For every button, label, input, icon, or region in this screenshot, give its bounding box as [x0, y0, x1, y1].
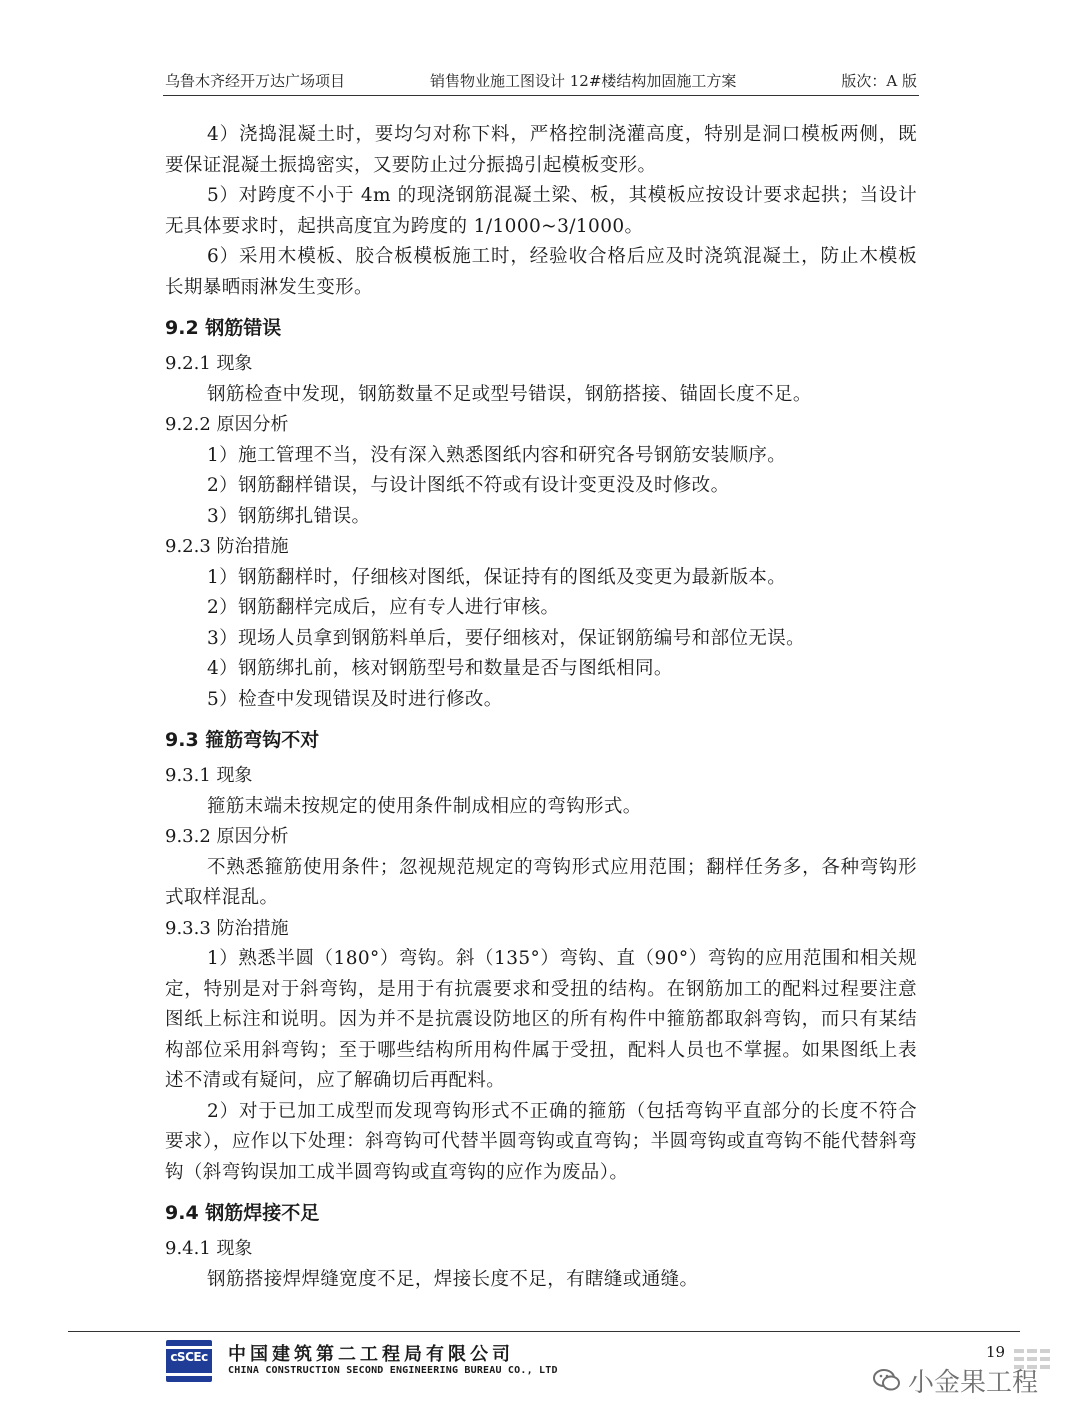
page-number: 19	[986, 1343, 1006, 1361]
subsection-heading: 9.2.1 现象	[165, 353, 253, 374]
paragraph: 2）对于已加工成型而发现弯钩形式不正确的箍筋（包括弯钩平直部分的长度不符合要求），应作以下处理：斜弯钩可代替半圆弯钩或直弯钩；半圆弯钩或直弯钩不能代替斜弯钩（斜弯钩误加工成半圆弯钩或直弯钩的应作为废品）。	[165, 1100, 917, 1183]
header-rule	[163, 95, 919, 96]
subsection-heading: 9.2.2 原因分析	[165, 414, 289, 435]
cscec-logo-icon: cSCEc	[166, 1340, 212, 1382]
subsection-heading: 9.3.1 现象	[165, 765, 253, 786]
watermark-text: 小金果工程	[908, 1367, 1039, 1398]
paragraph: 钢筋搭接焊焊缝宽度不足，焊接长度不足，有瞎缝或通缝。	[207, 1268, 699, 1290]
section-heading: 9.2 钢筋错误	[165, 317, 282, 339]
list-item: 3）钢筋绑扎错误。	[207, 505, 371, 527]
subsection-heading: 9.4.1 现象	[165, 1238, 253, 1259]
paragraph: 钢筋检查中发现，钢筋数量不足或型号错误，钢筋搭接、锚固长度不足。	[207, 383, 812, 405]
subsection-heading: 9.3.3 防治措施	[165, 917, 289, 939]
company-name-cn: 中国建筑第二工程局有限公司	[228, 1344, 514, 1365]
footer-rule	[68, 1331, 1020, 1332]
list-item: 2）钢筋翻样完成后，应有专人进行审核。	[207, 597, 560, 618]
page-body	[165, 120, 917, 1295]
list-item: 4）钢筋绑扎前，核对钢筋型号和数量是否与图纸相同。	[207, 658, 673, 679]
header-doc-title: 销售物业施工图设计 12#楼结构加固施工方案	[430, 72, 737, 90]
section-heading: 9.3 箍筋弯钩不对	[165, 729, 320, 751]
company-name-en: CHINA CONSTRUCTION SECOND ENGINEERING BUREAU CO., LTD	[228, 1365, 558, 1376]
header-project: 乌鲁木齐经开万达广场项目	[165, 72, 346, 90]
subsection-heading: 9.3.2 原因分析	[165, 826, 289, 847]
watermark	[872, 1362, 1038, 1398]
list-item: 5）检查中发现错误及时进行修改。	[207, 688, 503, 710]
page-header	[165, 70, 917, 96]
paragraph: 5）对跨度不小于 4m 的现浇钢筋混凝土梁、板，其模板应按设计要求起拱；当设计无具体要求时，起拱高度宜为跨度的 1/1000~3/1000。	[165, 185, 917, 237]
paragraph: 4）浇捣混凝土时，要均匀对称下料，严格控制浇灌高度，特别是洞口模板两侧，既要保证混凝土振捣密实，又要防止过分振捣引起模板变形。	[165, 124, 917, 176]
list-item: 1）钢筋翻样时，仔细核对图纸，保证持有的图纸及变更为最新版本。	[207, 566, 787, 588]
paragraph: 1）熟悉半圆（180°）弯钩。斜（135°）弯钩、直（90°）弯钩的应用范围和相关规定，特别是对于斜弯钩，是用于有抗震要求和受扭的结构。在钢筋加工的配料过程要注意图纸上标注和说明。因为并不是抗震设防地区的所有构件中箍筋都取斜弯钩，而只有某结构部位采用斜弯钩；至于哪些结构所用构件属于受扭，配料人员也不掌握。如果图纸上表述不清或有疑问，应了解确切后再配料。	[165, 948, 917, 1091]
paragraph: 不熟悉箍筋使用条件；忽视规范规定的弯钩形式应用范围；翻样任务多，各种弯钩形式取样混乱。	[165, 856, 917, 908]
wechat-icon	[872, 1367, 902, 1393]
header-version: 版次：A 版	[841, 72, 917, 90]
section-heading: 9.4 钢筋焊接不足	[165, 1202, 320, 1224]
list-item: 1）施工管理不当，没有深入熟悉图纸内容和研究各号钢筋安装顺序。	[207, 444, 787, 466]
subsection-heading: 9.2.3 防治措施	[165, 536, 289, 557]
paragraph: 箍筋末端未按规定的使用条件制成相应的弯钩形式。	[207, 795, 642, 817]
list-item: 3）现场人员拿到钢筋料单后，要仔细核对，保证钢筋编号和部位无误。	[207, 627, 806, 649]
list-item: 2）钢筋翻样错误，与设计图纸不符或有设计变更没及时修改。	[207, 475, 730, 496]
paragraph: 6）采用木模板、胶合板模板施工时，经验收合格后应及时浇筑混凝土，防止木模板长期暴晒雨淋发生变形。	[165, 246, 917, 298]
